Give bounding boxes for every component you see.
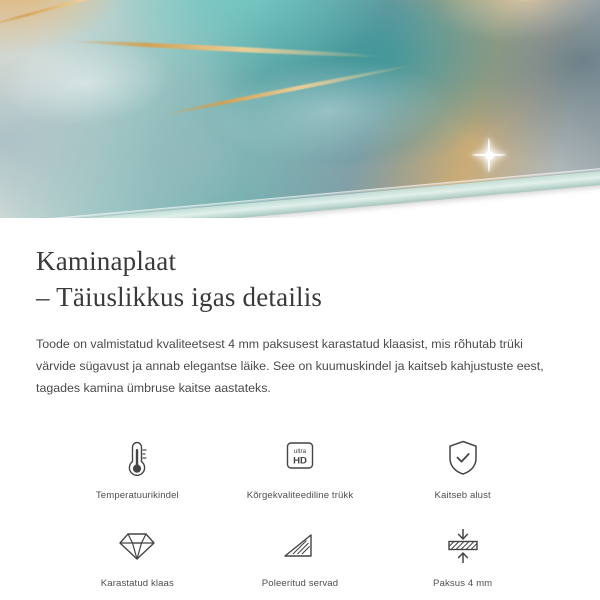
feature-label: Poleeritud servad [261, 578, 339, 590]
feature-label: Kõrgekvaliteediline trükk [246, 490, 354, 502]
feature-label: Kaitseb alust [434, 490, 491, 502]
shield-check-icon [381, 435, 544, 481]
thickness-icon [381, 523, 544, 569]
svg-text:HD: HD [293, 455, 307, 467]
feature-label: Karastatud klaas [100, 578, 174, 590]
title-line-2: – Täiuslikkus igas detailis [36, 281, 323, 312]
svg-text:ultra: ultra [293, 448, 307, 456]
feature-item-polished-edges [219, 523, 382, 589]
feature-item-temperature [56, 435, 219, 501]
title-line-1: Kaminaplaat [36, 246, 177, 276]
product-description: Toode on valmistatud kvaliteetsest 4 mm paksusest karastatud klaasist, mis rõhutab trüki värvide sügavust ja annab elegantse läike. See on kuumuskindel ja kaitseb kahjustuste eest, tagades kamina ümbruse kaitse aastateks. [36, 337, 544, 396]
diamond-icon [56, 523, 219, 569]
content-block [0, 218, 600, 589]
feature-item-print-quality [219, 435, 382, 501]
feature-label: Paksus 4 mm [433, 578, 493, 590]
glass-panel-photo [0, 0, 600, 218]
feature-label: Temperatuurikindel [95, 490, 179, 502]
ultra-hd-icon [219, 435, 382, 481]
page-title [36, 244, 564, 315]
feature-item-thickness [381, 523, 544, 589]
hero-image [0, 0, 600, 218]
polished-edges-icon [219, 523, 382, 569]
feature-grid [36, 435, 564, 589]
feature-item-tempered-glass [56, 523, 219, 589]
thermometer-icon [56, 435, 219, 481]
hero-image-inner [0, 0, 600, 218]
feature-item-protects-base [381, 435, 544, 501]
